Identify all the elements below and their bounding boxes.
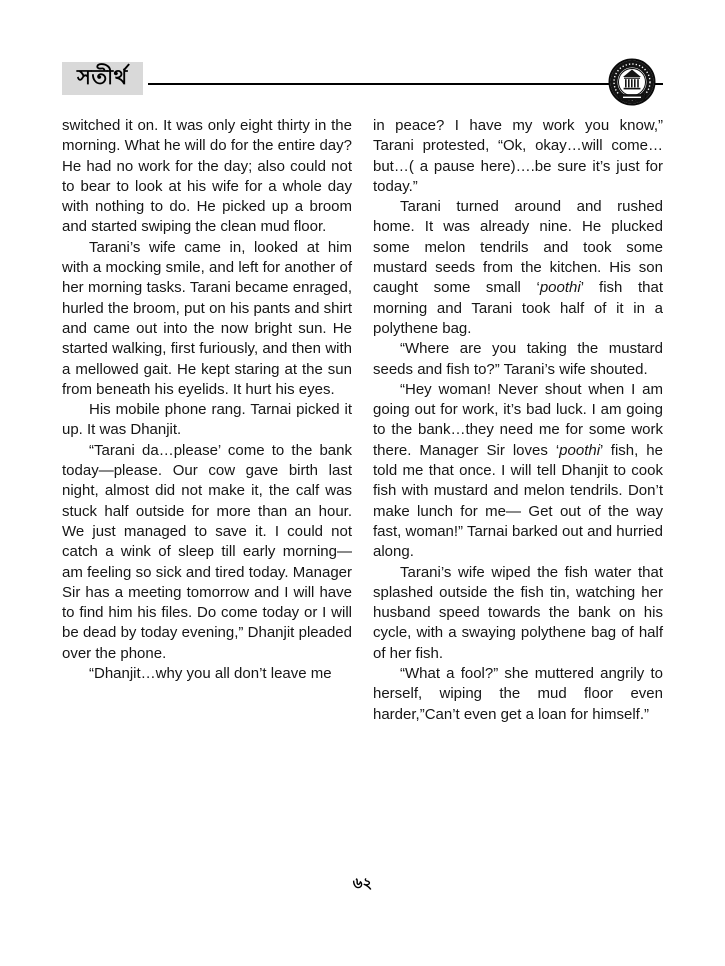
paragraph: Tarani turned around and rushed home. It was already nine. He plucked some melon tendrils and took some mustard seeds from the kitchen. His son caught some small ‘poothi’ fish that morning and Tarani took half of it in a polythene bag. [373,198,663,337]
paragraph: “Where are you taking the mustard seeds and fish to?” Tarani’s wife shouted. [373,340,663,378]
paragraph: Tarani’s wife wiped the fish water that splashed outside the fish tin, watching her husband speed towards the bank on his cycle, with a swaying polythene bag of half of her fish. [373,563,663,662]
paragraph: in peace? I have my work you know,” Tarani protested, “Ok, okay…will come…but…( a pause here)….be sure it’s just for today.” [373,117,663,195]
column-right [373,116,663,725]
paragraph: “Hey woman! Never shout when I am going out for work, it’s bad luck. I am going to the bank…they need me for some work there. Manager Sir loves ‘poothi’ fish, he told me that once. I will tell Dhanjit to cook fish with mustard and melon tendrils. Don’t make lunch for me— Get out of the way fast, woman!” Tarnai barked out and hurried along. [373,380,663,561]
paragraph: “Tarani da…please’ come to the bank today—please. Our cow gave birth last night, almost did not make it, the calf was stuck half outside for more than an hour. We just managed to save it. I could not catch a wink of sleep till early morning— am feeling so sick and tired today. Manager Sir has a meeting tomorrow and I will have to find him his files. Do come today or I will be dead by today evening,” Dhanjit pleaded over the phone. [62,441,352,662]
header-rule [148,83,663,85]
publisher-seal-icon [608,58,656,106]
paragraph: His mobile phone rang. Tarnai picked it up. It was Dhanjit. [62,401,352,439]
paragraph: Tarani’s wife came in, looked at him with a mocking smile, and left for another of her morning tasks. Tarani became enraged, hurled the broom, put on his pants and shirt and came out into the now bright sun. He started walking, first furiously, and then with a mellowed gait. He kept staring at the sun from beneath his eyelids. It hurt his eyes. [62,238,352,398]
paragraph: switched it on. It was only eight thirty in the morning. What he will do for the entire day? He had no work for the day; also could not to bear to look at his wife for a whole day with nothing to do. He picked up a broom and started swiping the clean mud floor. [62,117,352,236]
body-text [62,116,663,725]
masthead-title-box [62,62,143,95]
publisher-emblem [608,58,656,106]
footer [0,872,725,897]
column-left [62,116,352,725]
paragraph: “Dhanjit…why you all don’t leave me [89,665,332,683]
paragraph: “What a fool?” she muttered angrily to herself, wiping the mud floor even harder,”Can’t even get a loan for himself.” [373,665,663,723]
page-number: ৬২ [352,875,373,892]
masthead-title: সতীর্থ [77,66,128,89]
masthead [62,62,663,114]
